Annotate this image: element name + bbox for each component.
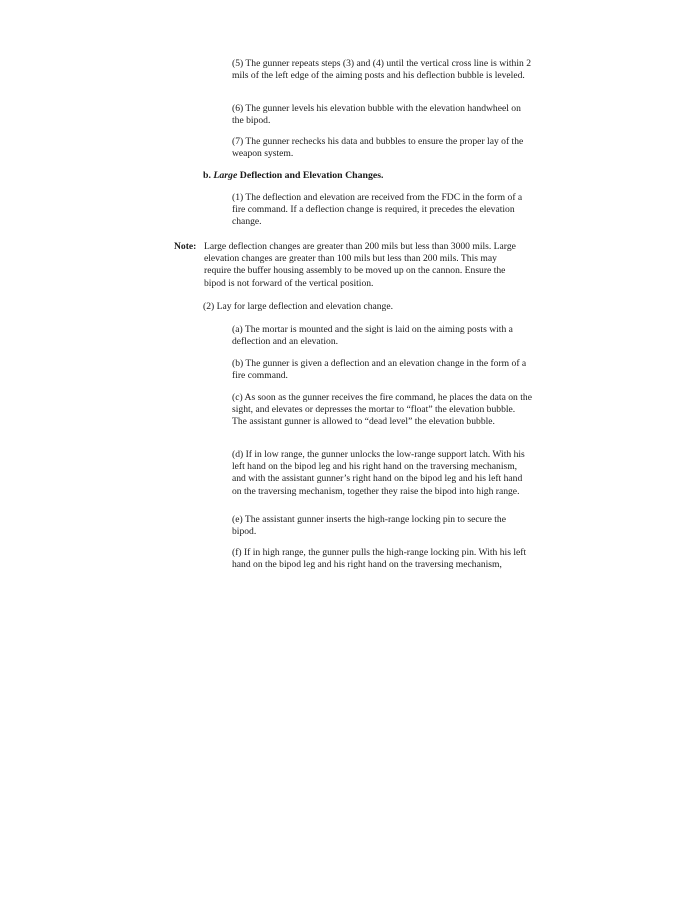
section-b-title: Deflection and Elevation Changes.	[239, 170, 384, 181]
section-b-italic-word: Large	[213, 170, 238, 181]
step-6-paragraph: (6) The gunner levels his elevation bubble with the elevation handwheel on the bipod.	[232, 103, 521, 127]
step-b1-paragraph: (1) The deflection and elevation are received from the FDC in the form of a fire command. If a deflection change is required, it precedes the elevation change.	[232, 192, 523, 228]
substep-b: (b) The gunner is given a deflection and an elevation change in the form of a fire command.	[232, 358, 527, 382]
step-5-paragraph: (5) The gunner repeats steps (3) and (4) until the vertical cross line is within 2 mils of the left edge of the aiming posts and his deflection bubble is leveled.	[232, 58, 532, 82]
substep-a: (a) The mortar is mounted and the sight is laid on the aiming posts with a deflection and an elevation.	[232, 324, 513, 348]
section-b-heading	[203, 170, 383, 182]
substep-d: (d) If in low range, the gunner unlocks the low-range support latch. With his left hand on the bipod leg and his right hand on the traversing mechanism, and with the assistant gunner’s right hand on the bipod leg and his left hand on the traversing mechanism, together they raise the bipod into high range.	[232, 449, 525, 497]
step-7-paragraph: (7) The gunner rechecks his data and bubbles to ensure the proper lay of the weapon system.	[232, 136, 524, 160]
step-b2-paragraph: (2) Lay for large deflection and elevation change.	[203, 301, 394, 312]
note-label: Note:	[174, 241, 197, 252]
substep-f: (f) If in high range, the gunner pulls the high-range locking pin. With his left hand on the bipod leg and his right hand on the traversing mechanism,	[232, 547, 527, 571]
substep-e: (e) The assistant gunner inserts the high-range locking pin to secure the bipod.	[232, 514, 506, 538]
note-text: Large deflection changes are greater than 200 mils but less than 3000 mils. Large elevation changes are greater than 100 mils but less than 200 mils. This may require the buffer housing assembly to be moved up on the cannon. Ensure the bipod is not forward of the vertical position.	[204, 241, 516, 289]
substep-c: (c) As soon as the gunner receives the fire command, he places the data on the sight, and elevates or depresses the mortar to “float” the elevation bubble. The assistant gunner is allowed to “dead level” the elevation bubble.	[232, 392, 532, 428]
section-b-prefix: b.	[203, 170, 211, 181]
